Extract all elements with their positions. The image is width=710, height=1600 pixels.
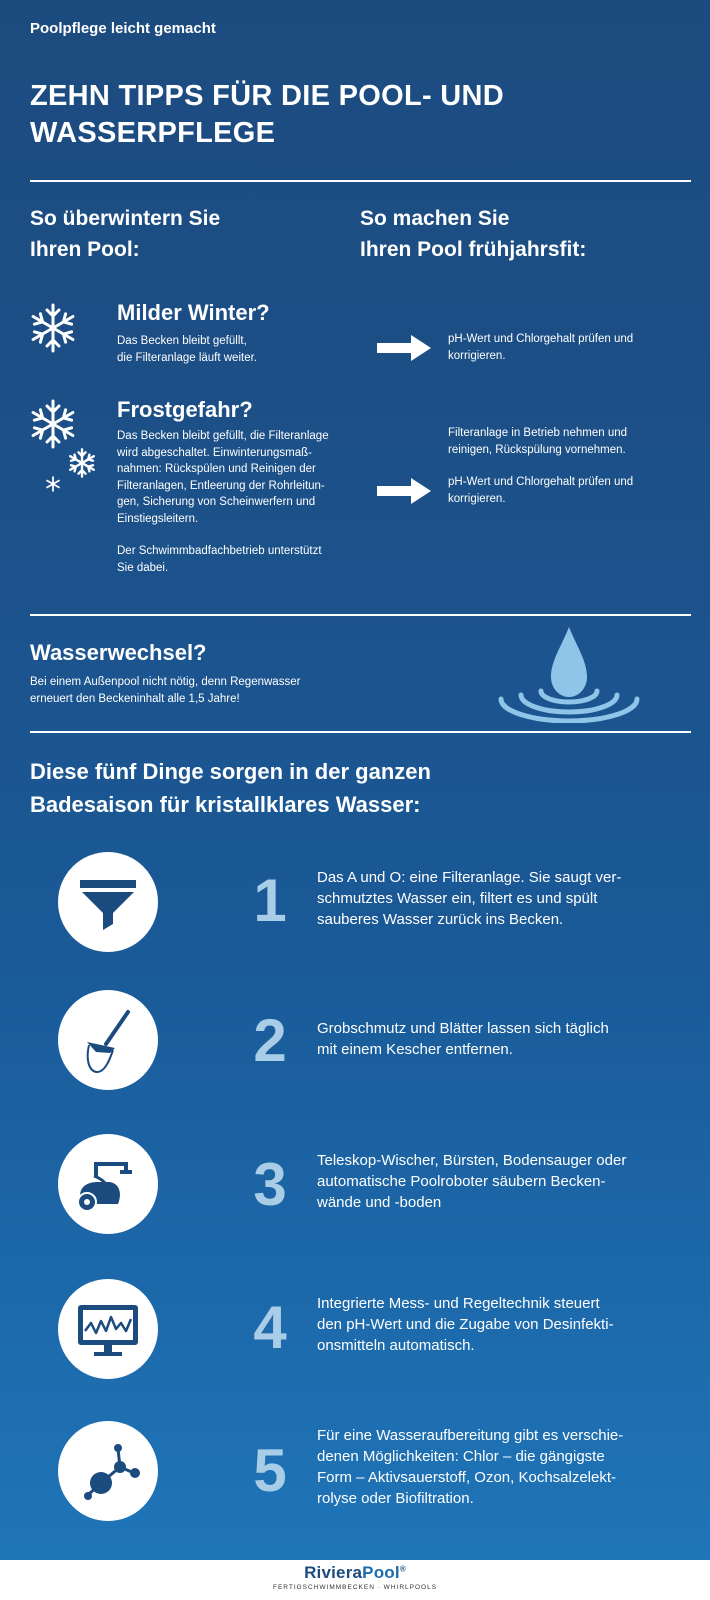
logo-text: Riviera — [304, 1563, 363, 1582]
text-line: rolyse oder Biofiltration. — [317, 1490, 474, 1507]
tip-text — [317, 1425, 657, 1509]
kicker-text: Poolpflege leicht gemacht — [30, 20, 216, 37]
logo-subtitle: FERTIGSCHWIMMBECKEN · WHIRLPOOLS — [272, 1584, 438, 1591]
logo-text: Pool — [362, 1563, 400, 1582]
mild-winter-text — [117, 333, 357, 366]
tip-text — [317, 1018, 657, 1060]
text-line: Grobschmutz und Blätter lassen sich täglich — [317, 1020, 609, 1037]
snowflake-icon — [26, 301, 80, 355]
text-line: korrigieren. — [448, 349, 506, 362]
text-line: Das Becken bleibt gefüllt, die Filteranlage — [117, 430, 329, 442]
page-title: ZEHN TIPPS FÜR DIE POOL- UND WASSERPFLEGE — [30, 80, 505, 149]
spring-heading-line: So machen Sie — [360, 207, 510, 230]
text-line: Bei einem Außenpool nicht nötig, denn Regenwasser — [30, 676, 301, 688]
text-line: Filteranlage in Betrieb nehmen und — [448, 427, 628, 439]
winter-heading-line: Ihren Pool: — [30, 238, 140, 261]
text-line: wird abgeschaltet. Einwinterungsmaß- — [117, 446, 312, 459]
text-line: Das A und O: eine Filteranlage. Sie saugt ver- — [317, 869, 622, 886]
frost-text — [117, 428, 367, 576]
text-line: Das Becken bleibt gefüllt, — [117, 335, 247, 347]
text-line: Form – Aktivsauerstoff, Ozon, Kochsalzelekt- — [317, 1469, 617, 1486]
divider — [30, 614, 691, 616]
divider — [30, 180, 691, 182]
tip-number: 1 — [253, 867, 287, 934]
snowflake-icon — [45, 476, 61, 492]
text-line: reinigen, Rückspülung vornehmen. — [448, 443, 626, 456]
text-line: pH-Wert und Chlorgehalt prüfen und — [448, 333, 634, 345]
molecule-icon — [58, 1421, 158, 1521]
tip-number: 4 — [253, 1294, 287, 1361]
text-line: korrigieren. — [448, 492, 506, 505]
frost-title: Frostgefahr? — [117, 397, 253, 422]
snowflake-icon — [26, 397, 80, 451]
text-line: den pH-Wert und die Zugabe von Desinfekti- — [317, 1316, 614, 1333]
winter-heading — [30, 203, 220, 265]
text-line: pH-Wert und Chlorgehalt prüfen und — [448, 476, 634, 488]
skimmer-net-icon — [58, 990, 158, 1090]
text-line: onsmitteln automatisch. — [317, 1337, 475, 1354]
monitor-chart-icon — [58, 1279, 158, 1379]
text-line: erneuert den Beckeninhalt alle 1,5 Jahre! — [30, 692, 240, 705]
tip-text — [317, 1293, 657, 1356]
frost-spring-text — [448, 425, 688, 507]
text-line: denen Möglichkeiten: Chlor – die gängigste — [317, 1448, 605, 1465]
season-heading — [30, 755, 431, 821]
divider — [30, 731, 691, 733]
water-drop-icon — [495, 625, 643, 723]
water-change-text — [30, 674, 430, 707]
text-line: Für eine Wasseraufbereitung gibt es verschie- — [317, 1427, 624, 1444]
arrow-right-icon — [377, 335, 431, 361]
tip-number: 2 — [253, 1007, 287, 1074]
tip-text — [317, 867, 657, 930]
text-line: Teleskop-Wischer, Bürsten, Bodensauger oder — [317, 1152, 627, 1169]
spring-heading — [360, 203, 586, 265]
tip-text — [317, 1150, 657, 1213]
text-line: Integrierte Mess- und Regeltechnik steuert — [317, 1295, 600, 1312]
season-heading-line: Diese fünf Dinge sorgen in der ganzen — [30, 759, 431, 784]
text-line: Der Schwimmbadfachbetrieb unterstützt — [117, 545, 322, 557]
mild-winter-title: Milder Winter? — [117, 300, 270, 325]
season-heading-line: Badesaison für kristallklares Wasser: — [30, 792, 421, 817]
text-line: wände und -boden — [317, 1194, 442, 1211]
text-line: nahmen: Rückspülen und Reinigen der — [117, 463, 316, 475]
text-line: automatische Poolroboter säubern Becken- — [317, 1173, 606, 1190]
spring-heading-line: Ihren Pool frühjahrsfit: — [360, 238, 587, 261]
arrow-right-icon — [377, 478, 431, 504]
text-line: Filteranlagen, Entleerung der Rohrleitun- — [117, 479, 325, 492]
mild-spring-text — [448, 331, 688, 364]
snowflake-icon — [66, 447, 98, 479]
vacuum-icon — [58, 1134, 158, 1234]
winter-heading-line: So überwintern Sie — [30, 207, 221, 230]
brand-logo — [0, 1563, 710, 1591]
registered-mark: ® — [399, 1564, 406, 1574]
water-change-title: Wasserwechsel? — [30, 640, 207, 665]
text-line: schmutztes Wasser ein, filtert es und spült — [317, 890, 598, 907]
text-line: gen, Sicherung von Scheinwerfern und — [117, 496, 316, 508]
text-line: mit einem Kescher entfernen. — [317, 1041, 513, 1058]
text-line: die Filteranlage läuft weiter. — [117, 351, 257, 364]
funnel-icon — [58, 852, 158, 952]
text-line: Einstiegsleitern. — [117, 512, 199, 525]
tip-number: 5 — [253, 1437, 287, 1504]
tip-number: 3 — [253, 1151, 287, 1218]
text-line: Sie dabei. — [117, 561, 169, 574]
text-line: sauberes Wasser zurück ins Becken. — [317, 911, 564, 928]
